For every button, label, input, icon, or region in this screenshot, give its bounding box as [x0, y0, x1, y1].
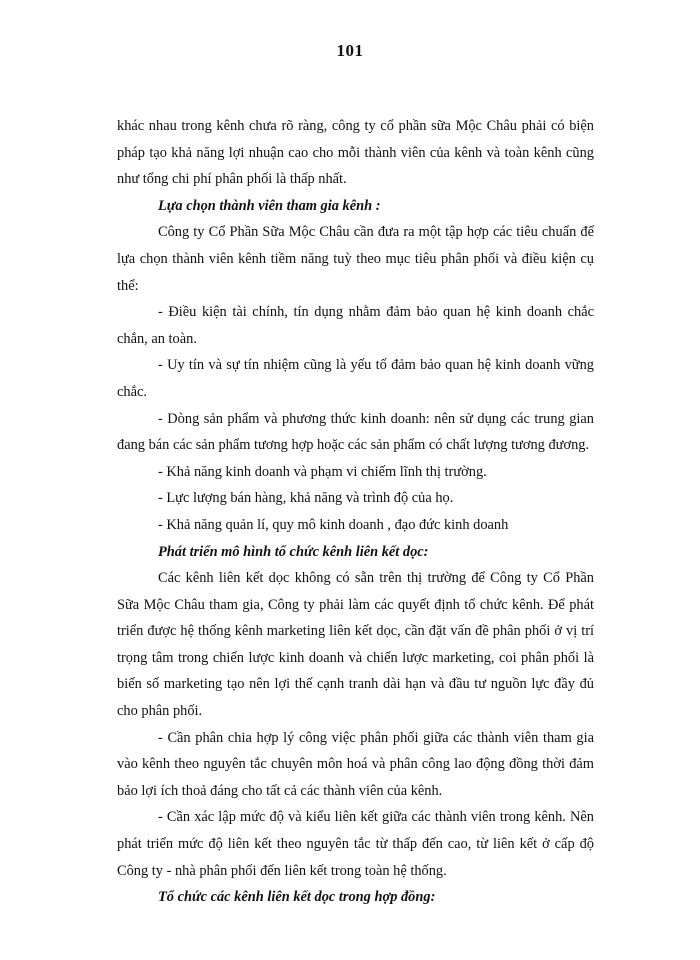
body-paragraph: Công ty Cổ Phần Sữa Mộc Châu cần đưa ra một tập hợp các tiêu chuẩn để lựa chọn thành viên kênh tiềm năng tuỳ theo mục tiêu phân phối và điều kiện cụ thể: — [117, 224, 594, 294]
document-body — [117, 113, 594, 911]
criteria-list-item: - Khả năng kinh doanh và phạm vi chiếm lĩnh thị trường. — [158, 463, 487, 480]
criteria-list-item: - Uy tín và sự tín nhiệm cũng là yếu tố đảm bảo quan hệ kinh doanh vững chắc. — [117, 357, 594, 400]
criteria-list-item: - Lực lượng bán hàng, khả năng và trình độ của họ. — [158, 490, 454, 507]
criteria-list-item: - Khả năng quản lí, quy mô kinh doanh , đạo đức kinh doanh — [158, 516, 509, 533]
section-heading: Lựa chọn thành viên tham gia kênh : — [158, 197, 381, 214]
body-paragraph: khác nhau trong kênh chưa rõ ràng, công ty cổ phần sữa Mộc Châu phải có biện pháp tạo khả năng lợi nhuận cao cho mỗi thành viên của kênh và toàn kênh cũng như tổng chi phí phân phối là thấp nhất. — [117, 118, 594, 188]
body-paragraph: - Cần xác lập mức độ và kiểu liên kết giữa các thành viên trong kênh. Nên phát triển mức độ liên kết theo nguyên tắc từ thấp đến cao, từ liên kết ở cấp độ Công ty - nhà phân phối đến liên kết trong toàn hệ thống. — [117, 809, 594, 879]
page-number: 101 — [336, 41, 364, 60]
body-paragraph: Các kênh liên kết dọc không có sẵn trên thị trường để Công ty Cổ Phần Sữa Mộc Châu tham gia, Công ty phải làm các quyết định tổ chức kênh. Để phát triển được hệ thống kênh marketing liên kết dọc, cần đặt vấn đề phân phối ở vị trí trọng tâm trong chiến lược kinh doanh và chiến lược marketing, coi phân phối là biến số marketing tạo nên lợi thế cạnh tranh dài hạn và đầu tư nguồn lực đầy đủ cho phân phối. — [117, 570, 594, 720]
section-heading: Phát triển mô hình tổ chức kênh liên kết dọc: — [158, 543, 429, 560]
criteria-list-item: - Điều kiện tài chính, tín dụng nhằm đảm bảo quan hệ kinh doanh chắc chắn, an toàn. — [117, 304, 594, 347]
body-paragraph: - Cần phân chia hợp lý công việc phân phối giữa các thành viên tham gia vào kênh theo nguyên tắc chuyên môn hoá và phân công lao động đồng thời đảm bảo lợi ích thoả đáng cho tất cả các thành viên của kênh. — [117, 729, 594, 799]
section-heading: Tổ chức các kênh liên kết dọc trong hợp đồng: — [158, 889, 436, 906]
criteria-list-item: - Dòng sản phẩm và phương thức kinh doanh: nên sử dụng các trung gian đang bán các sản phẩm tương hợp hoặc các sản phẩm có chất lượng tương đương. — [117, 410, 594, 454]
